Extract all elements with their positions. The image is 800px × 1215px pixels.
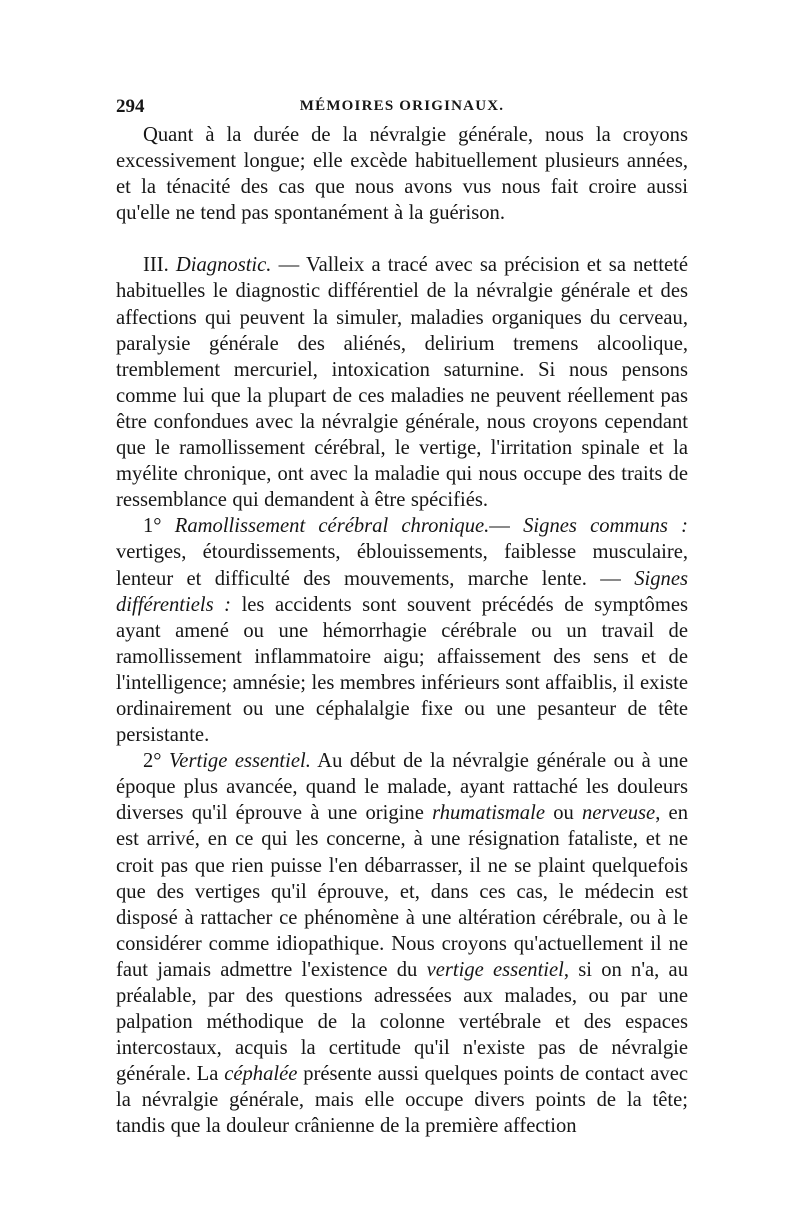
signes-communs-label: Signes communs : <box>523 515 688 538</box>
signes-differentiels-label: Signes différentiels : <box>116 567 688 616</box>
emphasis-term: rhumatismale <box>432 802 545 825</box>
paragraph-ramollissement <box>116 513 688 748</box>
section-title: Diagnostic. <box>175 254 272 277</box>
book-page <box>116 96 688 1140</box>
paragraph-text: présente aussi quelques points de contact avec la névralgie générale, mais elle occupe divers points de la tête; tandis que la douleur crânienne de la première affection <box>116 1063 688 1138</box>
paragraph-diagnostic <box>116 252 688 513</box>
page-number: 294 <box>116 96 145 117</box>
signes-communs-text: vertiges, étourdissements, éblouissements, faiblesse musculaire, lenteur et difficulté des mouvements, marche lente. <box>116 541 688 590</box>
signes-differentiels-text: les accidents sont souvent précédés de symptômes ayant amené ou une hémorrhagie cérébrale ou un travail de ramollissement inflammatoire aigu; affaissement des sens et de l'intelligence; amnésie; les membres inférieurs sont affaiblis, il existe ordinairement ou une céphalalgie fixe ou une pesanteur de tête persistante. <box>116 593 688 747</box>
emphasis-term: vertige essentiel <box>426 958 564 981</box>
item-title: Vertige essentiel. <box>169 750 311 773</box>
item-title: Ramollissement cérébral chronique. <box>174 515 490 538</box>
paragraph-text: Au début de la névralgie générale ou à une époque plus avancée, quand le malade, ayant rattaché les douleurs diverses qu'il éprouve à une origine <box>116 750 688 825</box>
paragraph-vertige <box>116 748 688 1139</box>
section-number: III. <box>143 254 169 277</box>
running-title: MÉMOIRES ORIGINAUX. <box>299 98 505 114</box>
section-gap <box>116 226 688 252</box>
paragraph-duration <box>116 122 688 226</box>
item-number: 1° <box>143 515 162 538</box>
paragraph-diagnostic-text: — Valleix a tracé avec sa précision et sa netteté habituelles le diagnostic différentiel de la névralgie générale et des affections qui peuvent la simuler, maladies organiques du cerveau, paralysie générale des aliénés, delirium tremens alcoolique, tremblement mercuriel, intoxication saturnine. Si nous pensons comme lui que la plupart de ces maladies ne peuvent réellement pas être confondues avec la névralgie générale, nous croyons cependant que le ramollissement cérébral, le vertige, l'irritation spinale et la myélite chronique, ont avec la maladie qui nous occupe des traits de ressemblance qui demandent à être spécifiés. <box>116 254 689 512</box>
paragraph-text: ou <box>553 802 574 825</box>
dash-separator: — <box>600 567 621 590</box>
paragraph-duration-text: Quant à la durée de la névralgie générale, nous la croyons excessivement longue; elle excède habituellement plusieurs années, et la ténacité des cas que nous avons vus nous fait croire aussi qu'elle ne tend pas spontanément à la guérison. <box>116 124 688 225</box>
dash-separator: — <box>489 515 510 538</box>
running-head <box>116 96 688 118</box>
paragraph-text: , en est arrivé, en ce qui les concerne, à une résignation fataliste, et ne croit pas que rien puisse l'en débarrasser, il ne se plaint quelquefois que des vertiges qu'il éprouve, et, dans ces cas, le médecin est disposé à rattacher ce phénomène à une altération cérébrale, ou à le considérer comme idiopathique. Nous croyons qu'actuellement il ne faut jamais admettre l'existence du <box>116 802 688 981</box>
paragraph-text: , si on n'a, au préalable, par des questions adressées aux malades, ou par une palpation méthodique de la colonne vertébrale et des espaces intercostaux, acquis la certitude qu'il n'existe pas de névralgie générale. La <box>116 958 688 1086</box>
item-number: 2° <box>143 750 162 773</box>
emphasis-term: nerveuse <box>582 802 656 825</box>
emphasis-term: céphalée <box>224 1063 298 1086</box>
